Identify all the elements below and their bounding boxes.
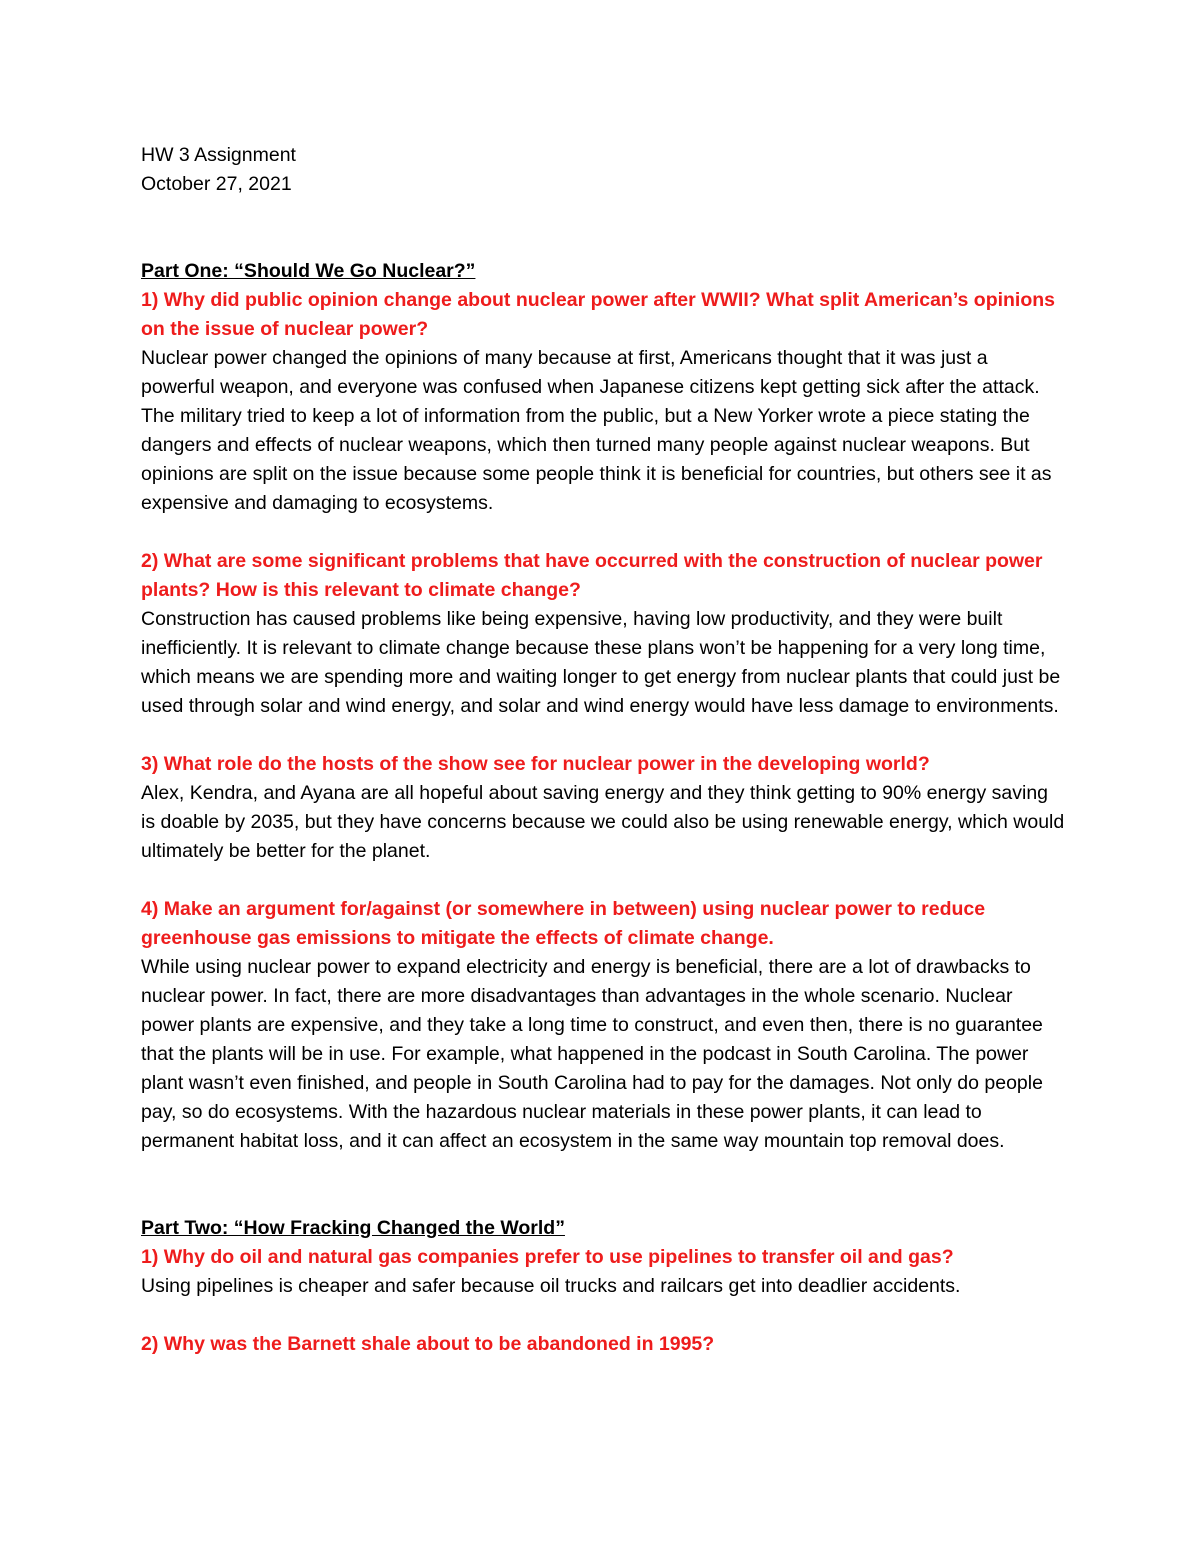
part-one-heading: Part One: “Should We Go Nuclear?”	[141, 260, 476, 282]
part-two-heading: Part Two: “How Fracking Changed the World”	[141, 1217, 565, 1239]
part-one-answer-3: Alex, Kendra, and Ayana are all hopeful about saving energy and they think getting to 90% energy saving is doable by 2035, but they have concerns because we could also be using renewable energy, which would ultimately be better for the planet.	[141, 782, 1065, 862]
document-page	[141, 141, 1066, 1359]
part-two-question-2: 2) Why was the Barnett shale about to be abandoned in 1995?	[141, 1333, 715, 1355]
spacer	[141, 199, 1066, 257]
spacer	[141, 1301, 1066, 1330]
assignment-date: October 27, 2021	[141, 173, 292, 195]
part-one-question-1: 1) Why did public opinion change about nuclear power after WWII? What split American’s opinions on the issue of nuclear power?	[141, 289, 1056, 340]
spacer	[141, 1156, 1066, 1214]
spacer	[141, 866, 1066, 895]
part-one-question-2: 2) What are some significant problems that have occurred with the construction of nuclear power plants? How is this relevant to climate change?	[141, 550, 1043, 601]
part-one-question-3: 3) What role do the hosts of the show see for nuclear power in the developing world?	[141, 753, 930, 775]
part-two-question-1: 1) Why do oil and natural gas companies prefer to use pipelines to transfer oil and gas?	[141, 1246, 954, 1268]
spacer	[141, 518, 1066, 547]
part-one-question-4: 4) Make an argument for/against (or somewhere in between) using nuclear power to reduce greenhouse gas emissions to mitigate the effects of climate change.	[141, 898, 986, 949]
part-one-answer-4: While using nuclear power to expand electricity and energy is beneficial, there are a lot of drawbacks to nuclear power. In fact, there are more disadvantages than advantages in the whole scenario. Nuclear power plants are expensive, and they take a long time to construct, and even then, there is no guarantee that the plants will be in use. For example, what happened in the podcast in South Carolina. The power plant wasn’t even finished, and people in South Carolina had to pay for the damages. Not only do people pay, so do ecosystems. With the hazardous nuclear materials in these power plants, it can lead to permanent habitat loss, and it can affect an ecosystem in the same way mountain top removal does.	[141, 956, 1043, 1152]
assignment-title: HW 3 Assignment	[141, 144, 296, 166]
part-one-answer-2: Construction has caused problems like being expensive, having low productivity, and they were built inefficiently. It is relevant to climate change because these plans won’t be happening for a very long time, which means we are spending more and waiting longer to get energy from nuclear plants that could just be used through solar and wind energy, and solar and wind energy would have less damage to environments.	[141, 608, 1061, 717]
part-one-answer-1: Nuclear power changed the opinions of many because at first, Americans thought that it was just a powerful weapon, and everyone was confused when Japanese citizens kept getting sick after the attack. The military tried to keep a lot of information from the public, but a New Yorker wrote a piece stating the dangers and effects of nuclear weapons, which then turned many people against nuclear weapons. But opinions are split on the issue because some people think it is beneficial for countries, but others see it as expensive and damaging to ecosystems.	[141, 347, 1052, 514]
spacer	[141, 721, 1066, 750]
part-two-answer-1: Using pipelines is cheaper and safer because oil trucks and railcars get into deadlier accidents.	[141, 1275, 961, 1297]
